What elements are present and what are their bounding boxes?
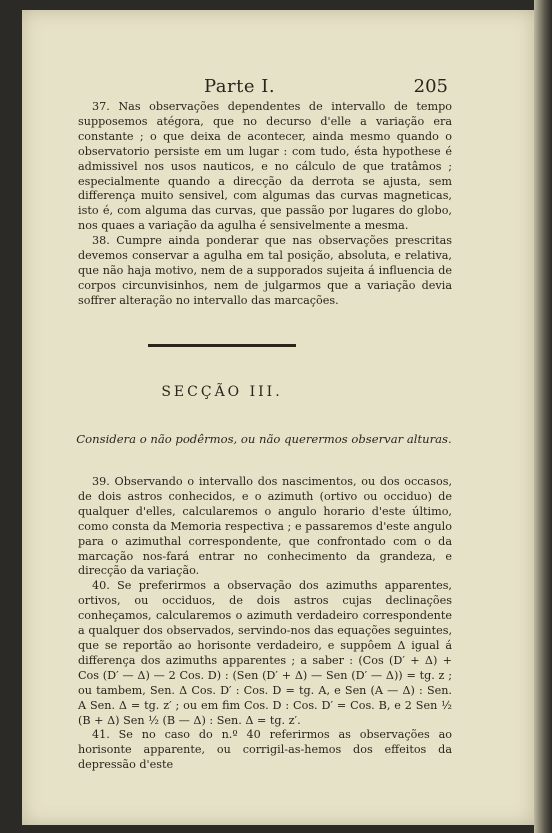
- page-number: 205: [413, 76, 448, 97]
- top-text-block: [78, 100, 452, 309]
- bottom-text-block: [78, 475, 452, 773]
- section-subtitle: Considera o não podêrmos, ou não querermos observar alturas.: [76, 432, 452, 446]
- page-header: [22, 76, 534, 100]
- paragraph-38: 38. Cumpre ainda ponderar que nas observações prescritas devemos conservar a agulha em tal posição, absoluta, e relativa, que não haja motivo, nem de a supporados sujeita á influencia de corpos circunvisinhos, nem de julgarmos que a variação devia soffrer alteração no intervallo das marcações.: [78, 234, 452, 307]
- paragraph-39: 39. Observando o intervallo dos nascimentos, ou dos occasos, de dois astros conhecidos, e o azimuth (ortivo ou occiduo) de qualquer d'elles, calcularemos o angulo horario d'este último, como consta da Memoria respectiva ; e passaremos d'este angulo para o azimuthal correspondente, que confrontado com o da marcação nos-fará entrar no conhecimento da grandeza, e direcção da variação.: [78, 475, 452, 578]
- book-spine-shadow: [534, 0, 552, 833]
- running-head: Parte I.: [204, 76, 276, 97]
- paragraph-37: 37. Nas observações dependentes de intervallo de tempo supposemos atégora, que no decurso d'elle a variação era constante ; o que deixa de acontecer, ainda mesmo quando o observatorio persiste em um lugar : com tudo, ésta hypothese é admissivel nos usos nauticos, e no cálculo de que tratâmos ; especialmente quando a direcção da derrota se ajusta, sem differença muito sensivel, com algumas das curvas magneticas, isto é, com alguma das curvas, que passão por lugares do globo, nos quaes a variação da agulha é sensivelmente a mesma.: [78, 100, 452, 233]
- section-divider-rule: [148, 344, 296, 347]
- book-page: [22, 10, 534, 825]
- paragraph-41: 41. Se no caso do n.º 40 referirmos as observações ao horisonte apparente, ou corrigil-as-hemos dos effeitos da depressão d'este: [78, 728, 452, 772]
- section-title: SECÇÃO III.: [161, 384, 283, 400]
- paragraph-40: 40. Se preferirmos a observação dos azimuths apparentes, ortivos, ou occiduos, de dois astros cujas declinações conheçamos, calcularemos o azimuth verdadeiro correspondente a qualquer dos observados, servindo-nos das equações seguintes, que se reportão ao horisonte verdadeiro, e suppôem Δ igual á differença dos azimuths apparentes ; a saber : (Cos (D′ + Δ) + Cos (D′ — Δ) — 2 Cos. D) : (Sen (D′ + Δ) — Sen (D′ — Δ)) = tg. z ; ou tambem, Sen. Δ Cos. D′ : Cos. D = tg. A, e Sen (A — Δ) : Sen. A Sen. Δ = tg. z′ ; ou em fim Cos. D : Cos. D′ = Cos. B, e 2 Sen ½ (B + Δ) Sen ½ (B — Δ) : Sen. Δ = tg. z′.: [78, 579, 452, 727]
